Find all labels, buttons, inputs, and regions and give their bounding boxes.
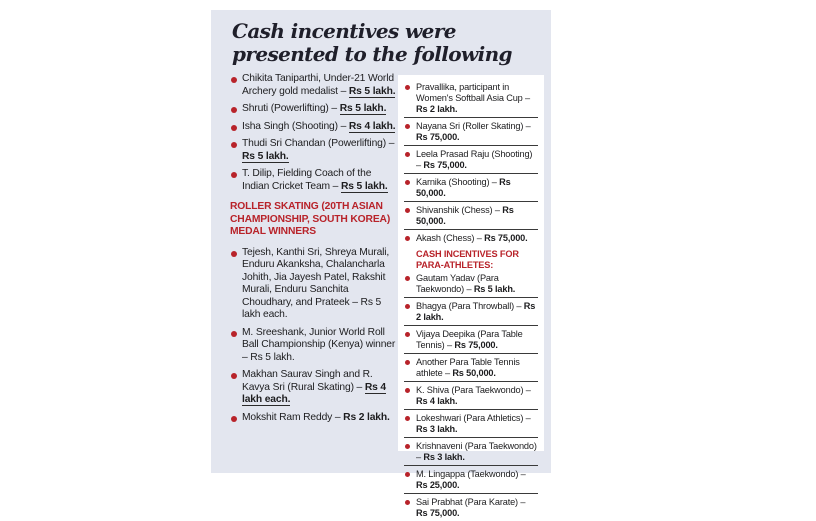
list-item (230, 168, 398, 193)
recipient-text: Makhan Saurav Singh and R. Kavya Sri (Rural Skating) – (242, 369, 373, 393)
list-item (404, 441, 538, 466)
recipient-text: Leela Prasad Raju (Shooting) – (416, 149, 533, 170)
right-column (398, 75, 544, 518)
amount-text: Rs 75,000. (484, 233, 528, 243)
recipient-text: Vijaya Deepika (Para Table Tennis) – (416, 329, 523, 350)
amount-text: Rs 25,000. (416, 480, 460, 490)
recipient-text: Nayana Sri (Roller Skating) – (416, 121, 531, 131)
recipient-text: M. Lingappa (Taekwondo) – (416, 469, 526, 479)
amount-text: Rs 5 lakh. (348, 85, 396, 97)
amount-text: Rs 5 lakh. (242, 150, 289, 162)
recipient-text: Thudi Sri Chandan (Powerlifting) – (242, 138, 395, 149)
list-item (404, 469, 538, 494)
amount-text: Rs 4 lakh. (416, 396, 458, 406)
recipient-text: Shivanshik (Chess) – (416, 205, 503, 215)
recipient-text: Mokshit Ram Reddy – (242, 411, 344, 423)
recipient-text: Lokeshwari (Para Athletics) – (416, 413, 531, 423)
list-item (404, 385, 538, 410)
list-item (230, 73, 398, 98)
list-item (404, 497, 538, 521)
list-item (404, 149, 538, 174)
list-item (404, 329, 538, 354)
amount-text: Rs 2 lakh. (343, 411, 390, 423)
amount-text: Rs 3 lakh. (423, 452, 465, 462)
list-item (404, 205, 538, 230)
list-item (404, 413, 538, 438)
recipient-text: T. Dilip, Fielding Coach of the Indian Cricket Team – (242, 168, 372, 192)
list-item (230, 138, 398, 163)
infographic-panel (211, 10, 551, 518)
amount-text: Rs 3 lakh. (416, 424, 458, 434)
recipient-text: Isha Singh (Shooting) – (242, 120, 349, 132)
amount-text: Rs 2 lakh. (416, 301, 536, 322)
amount-text: Rs 50,000. (416, 177, 511, 198)
recipient-text: Shruti (Powerlifting) – (242, 103, 340, 114)
list-item (404, 357, 538, 382)
list-item (404, 233, 538, 246)
list-item (404, 177, 538, 202)
recipient-text: Another Para Table Tennis athlete – (416, 357, 520, 378)
amount-text: Rs 5 lakh. (473, 284, 516, 294)
list-item (404, 121, 538, 146)
list-item (404, 82, 538, 118)
roller-skating-heading: ROLLER SKATING (20TH ASIAN CHAMPIONSHIP, SOUTH KOREA) MEDAL WINNERS (230, 201, 391, 237)
list-item (230, 103, 398, 116)
recipient-text: Bhagya (Para Throwball) – (416, 301, 524, 311)
recipient-text: K. Shiva (Para Taekwondo) – (416, 385, 531, 395)
recipient-text: Karnika (Shooting) – (416, 177, 500, 187)
amount-text: Rs 5 lakh. (340, 180, 388, 192)
recipient-text: Gautam Yadav (Para Taekwondo) – (416, 273, 499, 294)
amount-text: Rs 75,000. (423, 160, 467, 170)
recipient-text: Akash (Chess) – (416, 233, 485, 243)
para-athletes-heading: CASH INCENTIVES FOR PARA-ATHLETES: (416, 249, 519, 270)
list-item (230, 412, 398, 425)
list-item (230, 247, 398, 322)
amount-text: Rs 75,000. (454, 340, 498, 350)
list-item (230, 121, 398, 134)
left-column (230, 73, 398, 429)
recipient-text: Sai Prabhat (Para Karate) – (416, 497, 526, 507)
amount-text: Rs 4 lakh each. (242, 381, 386, 405)
recipient-text: Krishnaveni (Para Taekwondo) – (416, 441, 537, 462)
amount-text: Rs 5 lakh. (339, 103, 387, 114)
recipient-text: Chikita Taniparthi, Under-21 World Archery gold medalist – (242, 73, 394, 97)
amount-text: Rs 2 lakh. (416, 104, 458, 114)
infographic-title: Cash incentives were presented to the following (232, 19, 512, 66)
list-item (404, 273, 538, 298)
recipient-text: Tejesh, Kanthi Sri, Shreya Murali, Enduru Akanksha, Chalancharla Johith, Jia Jayesh Patel, Rakshit Murali, Enduru Sanchita Choudhary, and Prateek – Rs 5 lakh each. (242, 246, 390, 320)
recipient-text: M. Sreeshank, Junior World Roll Ball Championship (Kenya) winner – Rs 5 lakh. (242, 326, 396, 363)
list-item (404, 301, 538, 326)
amount-text: Rs 4 lakh. (348, 120, 396, 132)
recipient-text: Pravallika, participant in Women's Softball Asia Cup – (416, 82, 530, 103)
amount-text: Rs 75,000. (416, 508, 460, 518)
list-item (230, 369, 398, 407)
amount-text: Rs 75,000. (416, 132, 460, 142)
amount-text: Rs 50,000. (452, 368, 496, 378)
amount-text: Rs 50,000. (416, 205, 514, 226)
list-item (230, 327, 398, 365)
